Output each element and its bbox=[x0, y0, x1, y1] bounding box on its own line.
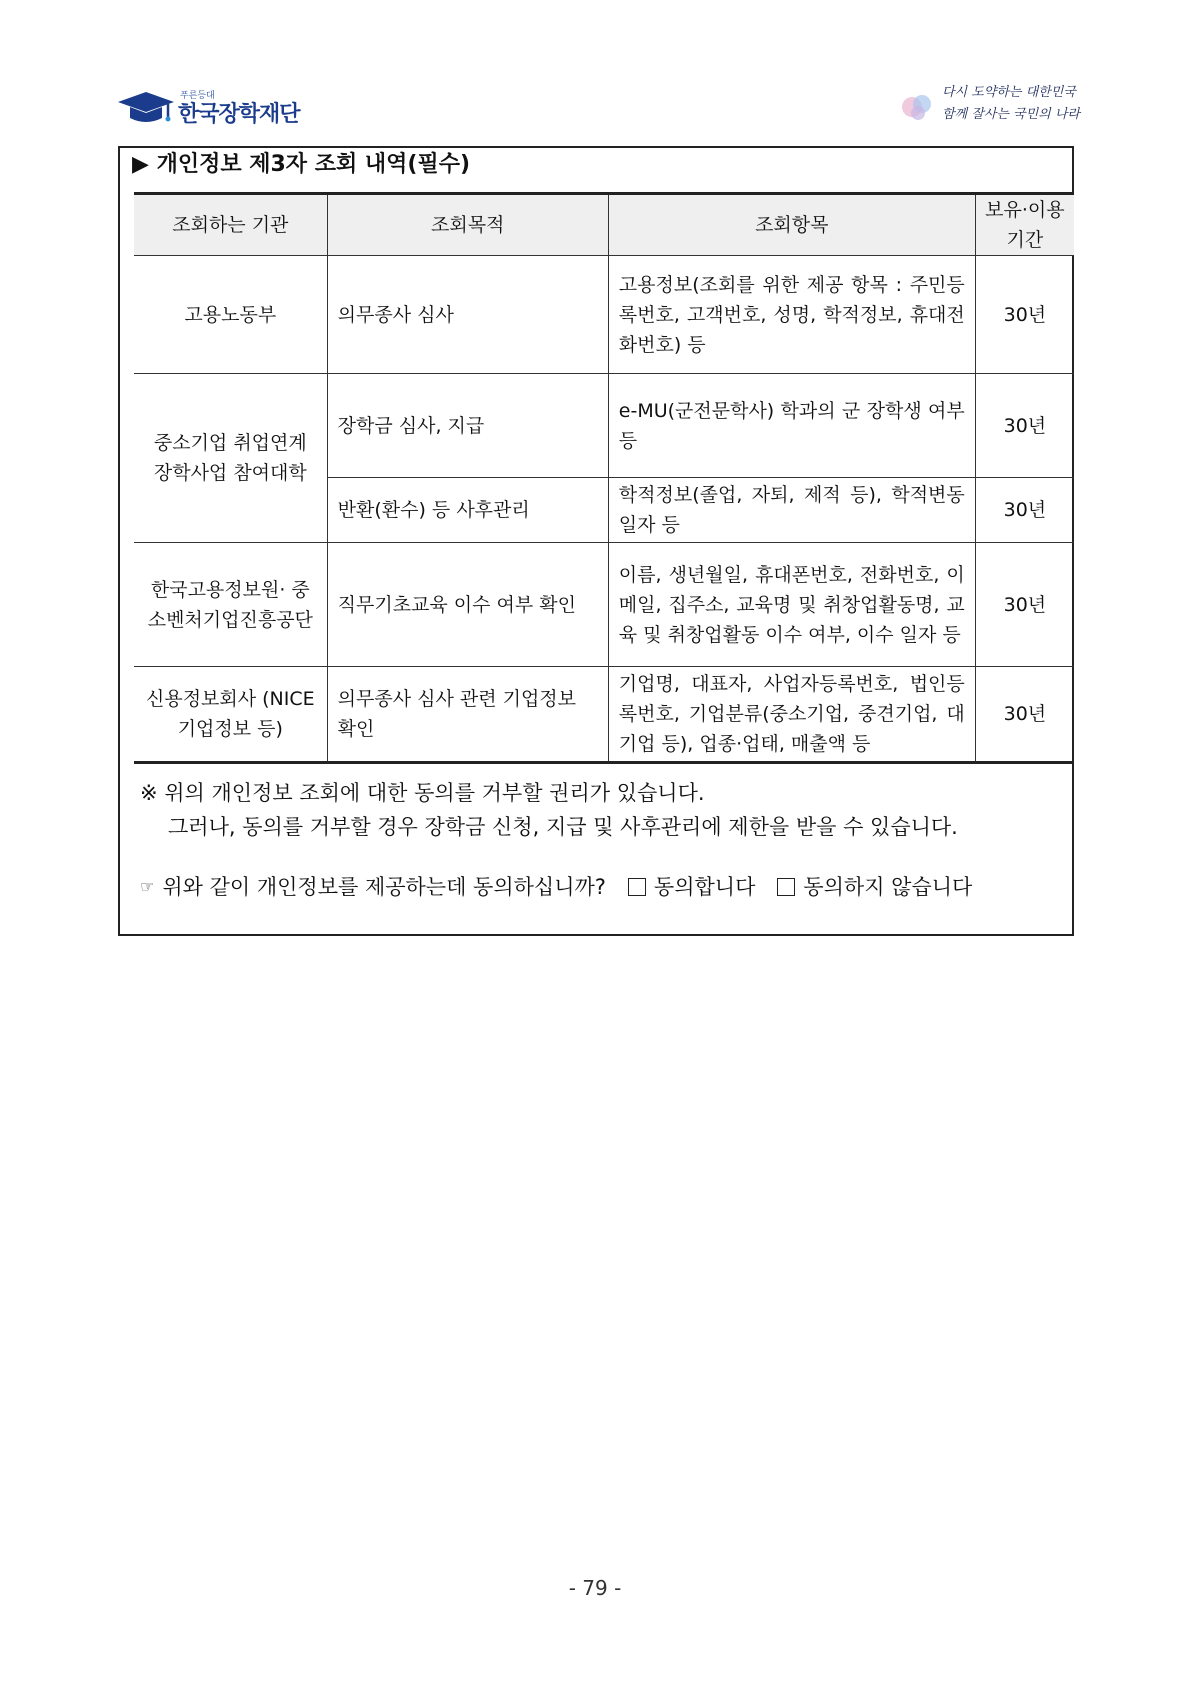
row-agency: 고용노동부 bbox=[134, 256, 327, 374]
row-items: e-MU(군전문학사) 학과의 군 장학생 여부 등 bbox=[608, 374, 975, 478]
row-purpose: 장학금 심사, 지급 bbox=[327, 374, 608, 478]
table-row bbox=[134, 256, 1074, 374]
row-period: 30년 bbox=[975, 543, 1074, 667]
inquiry-table bbox=[134, 192, 1074, 764]
row-period: 30년 bbox=[975, 256, 1074, 374]
row-agency: 신용정보회사 (NICE기업정보 등) bbox=[134, 667, 327, 763]
page-number: - 79 - bbox=[568, 1576, 622, 1600]
table-row bbox=[134, 543, 1074, 667]
row-items: 기업명, 대표자, 사업자등록번호, 법인등록번호, 기업분류(중소기업, 중견기업, 대기업 등), 업종·업태, 매출액 등 bbox=[608, 667, 975, 763]
row-items: 고용정보(조회를 위한 제공 항목 : 주민등록번호, 고객번호, 성명, 학적정보, 휴대전화번호) 등 bbox=[608, 256, 975, 374]
table-row bbox=[134, 374, 1074, 478]
kosaf-logo bbox=[116, 88, 300, 128]
row-purpose: 반환(환수) 등 사후관리 bbox=[327, 478, 608, 543]
row-period: 30년 bbox=[975, 667, 1074, 763]
row-purpose: 의무종사 심사 관련 기업정보 확인 bbox=[327, 667, 608, 763]
slogan-line-1: 다시 도약하는 대한민국 bbox=[942, 85, 1076, 100]
row-items: 이름, 생년월일, 휴대폰번호, 전화번호, 이메일, 집주소, 교육명 및 취창업활동명, 교육 및 취창업활동 이수 여부, 이수 일자 등 bbox=[608, 543, 975, 667]
refusal-notice bbox=[140, 776, 958, 844]
agree-checkbox[interactable] bbox=[628, 878, 646, 896]
row-purpose: 의무종사 심사 bbox=[327, 256, 608, 374]
graduation-cap-icon bbox=[116, 88, 176, 128]
row-purpose: 직무기초교육 이수 여부 확인 bbox=[327, 543, 608, 667]
section-title: ▶ 개인정보 제3자 조회 내역(필수) bbox=[132, 152, 470, 177]
organization-name: 한국장학재단 bbox=[178, 102, 300, 127]
header-items: 조회항목 bbox=[608, 194, 975, 256]
agree-label[interactable]: 동의합니다 bbox=[653, 875, 756, 899]
disagree-checkbox[interactable] bbox=[777, 878, 795, 896]
slogan-line-2: 함께 잘사는 국민의 나라 bbox=[942, 107, 1080, 122]
logo-slogan: 푸른등대 bbox=[180, 91, 215, 101]
watercolor-splash-icon bbox=[900, 92, 936, 122]
pointing-hand-icon: ☞ bbox=[140, 877, 155, 896]
third-party-inquiry-section bbox=[118, 146, 1074, 936]
table-row bbox=[134, 667, 1074, 763]
row-agency: 한국고용정보원· 중소벤처기업진흥공단 bbox=[134, 543, 327, 667]
consent-question bbox=[140, 870, 972, 904]
row-agency: 중소기업 취업연계 장학사업 참여대학 bbox=[134, 374, 327, 543]
header-purpose: 조회목적 bbox=[327, 194, 608, 256]
government-slogan bbox=[900, 82, 1086, 128]
row-period: 30년 bbox=[975, 478, 1074, 543]
consent-question-text: 위와 같이 개인정보를 제공하는데 동의하십니까? bbox=[162, 875, 606, 899]
notice-line-2: 그러나, 동의를 거부할 경우 장학금 신청, 지급 및 사후관리에 제한을 받을 수 있습니다. bbox=[168, 815, 958, 839]
header-period: 보유·이용기간 bbox=[975, 194, 1074, 256]
header-agency: 조회하는 기관 bbox=[134, 194, 327, 256]
row-period: 30년 bbox=[975, 374, 1074, 478]
disagree-label[interactable]: 동의하지 않습니다 bbox=[803, 875, 973, 899]
notice-line-1: ※ 위의 개인정보 조회에 대한 동의를 거부할 권리가 있습니다. bbox=[140, 781, 705, 805]
row-items: 학적정보(졸업, 자퇴, 제적 등), 학적변동일자 등 bbox=[608, 478, 975, 543]
table-header-row bbox=[134, 194, 1074, 256]
